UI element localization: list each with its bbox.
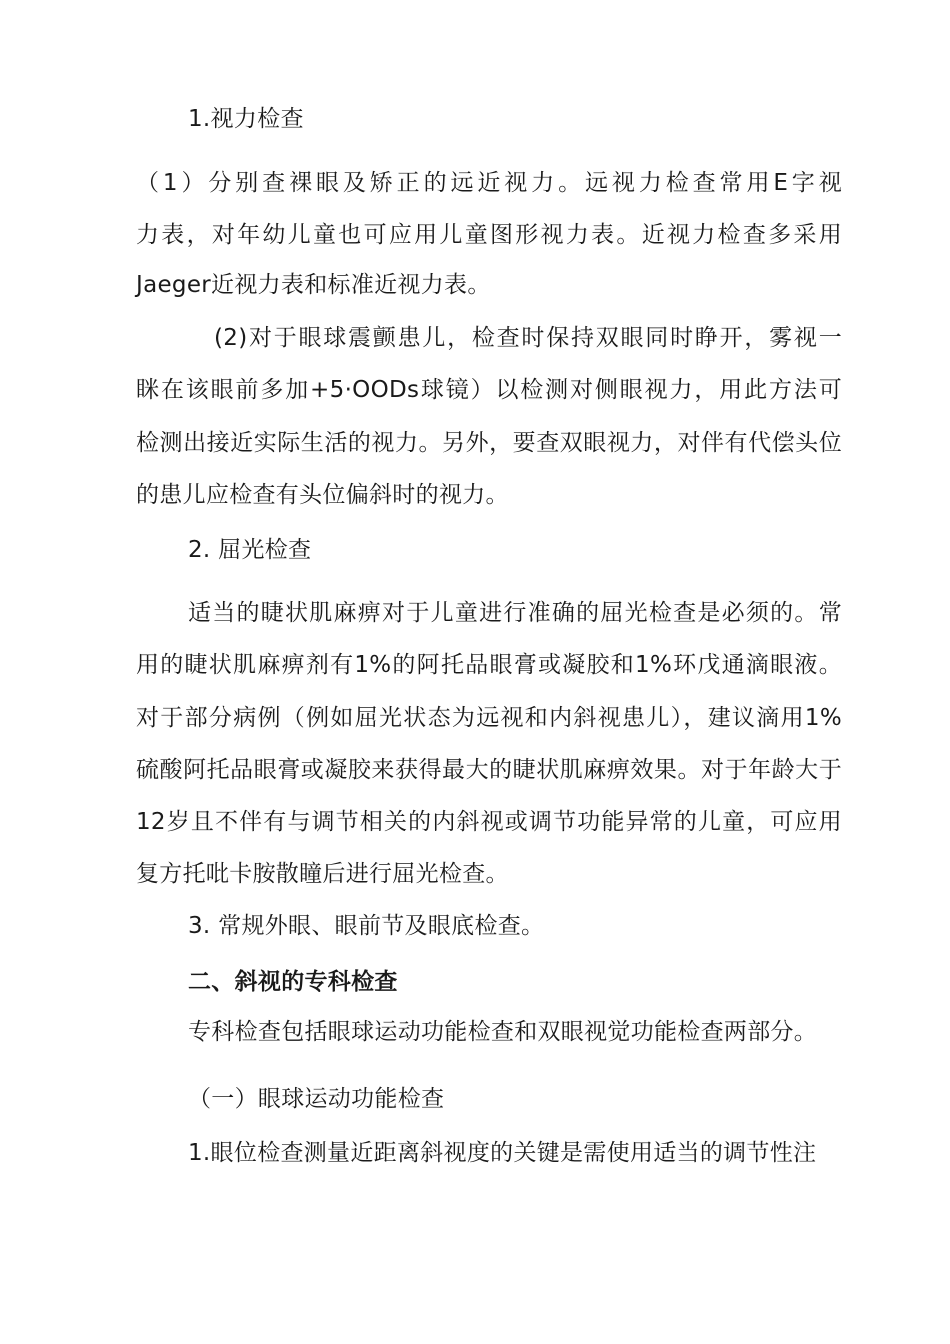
para3-line5: 12岁且不伴有与调节相关的内斜视或调节功能异常的儿童，可应用 — [136, 809, 842, 835]
para1-line2: 力表，对年幼儿童也可应用儿童图形视力表。近视力检查多采用 — [136, 222, 842, 248]
para3-line2: 用的睫状肌麻痹剂有1%的阿托品眼膏或凝胶和1%环戊通滴眼液。 — [136, 652, 842, 678]
para3-line1: 适当的睫状肌麻痹对于儿童进行准确的屈光检查是必须的。常 — [188, 600, 842, 626]
para3-line6: 复方托吡卡胺散瞳后进行屈光检查。 — [136, 861, 509, 887]
heading-vision-exam: 1.视力检查 — [188, 106, 304, 132]
section2-title: 二、斜视的专科检查 — [188, 969, 398, 995]
para2-line4: 的患儿应检查有头位偏斜时的视力。 — [136, 482, 509, 508]
item3-external-eye-exam: 3. 常规外眼、眼前节及眼底检查。 — [188, 913, 545, 939]
para2-line2: 眯在该眼前多加+5·OODs球镜）以检测对侧眼视力，用此方法可 — [136, 377, 842, 403]
para1-line3: Jaeger近视力表和标准近视力表。 — [136, 272, 491, 298]
para3-line3: 对于部分病例（例如屈光状态为远视和内斜视患儿），建议滴用1% — [136, 705, 842, 731]
subsection1-title: （一）眼球运动功能检查 — [188, 1086, 445, 1112]
para2-line1: (2)对于眼球震颤患儿，检查时保持双眼同时睁开，雾视一 — [214, 325, 842, 351]
section2-intro: 专科检查包括眼球运动功能检查和双眼视觉功能检查两部分。 — [188, 1019, 818, 1045]
heading-refraction-exam: 2. 屈光检查 — [188, 537, 312, 563]
item-eye-position-exam: 1.眼位检查测量近距离斜视度的关键是需使用适当的调节性注 — [188, 1140, 817, 1166]
para1-line1: （1）分别查裸眼及矫正的远近视力。远视力检查常用E字视 — [136, 170, 842, 196]
para3-line4: 硫酸阿托品眼膏或凝胶来获得最大的睫状肌麻痹效果。对于年龄大于 — [136, 757, 842, 783]
para2-line3: 检测出接近实际生活的视力。另外，要查双眼视力，对伴有代偿头位 — [136, 430, 842, 456]
